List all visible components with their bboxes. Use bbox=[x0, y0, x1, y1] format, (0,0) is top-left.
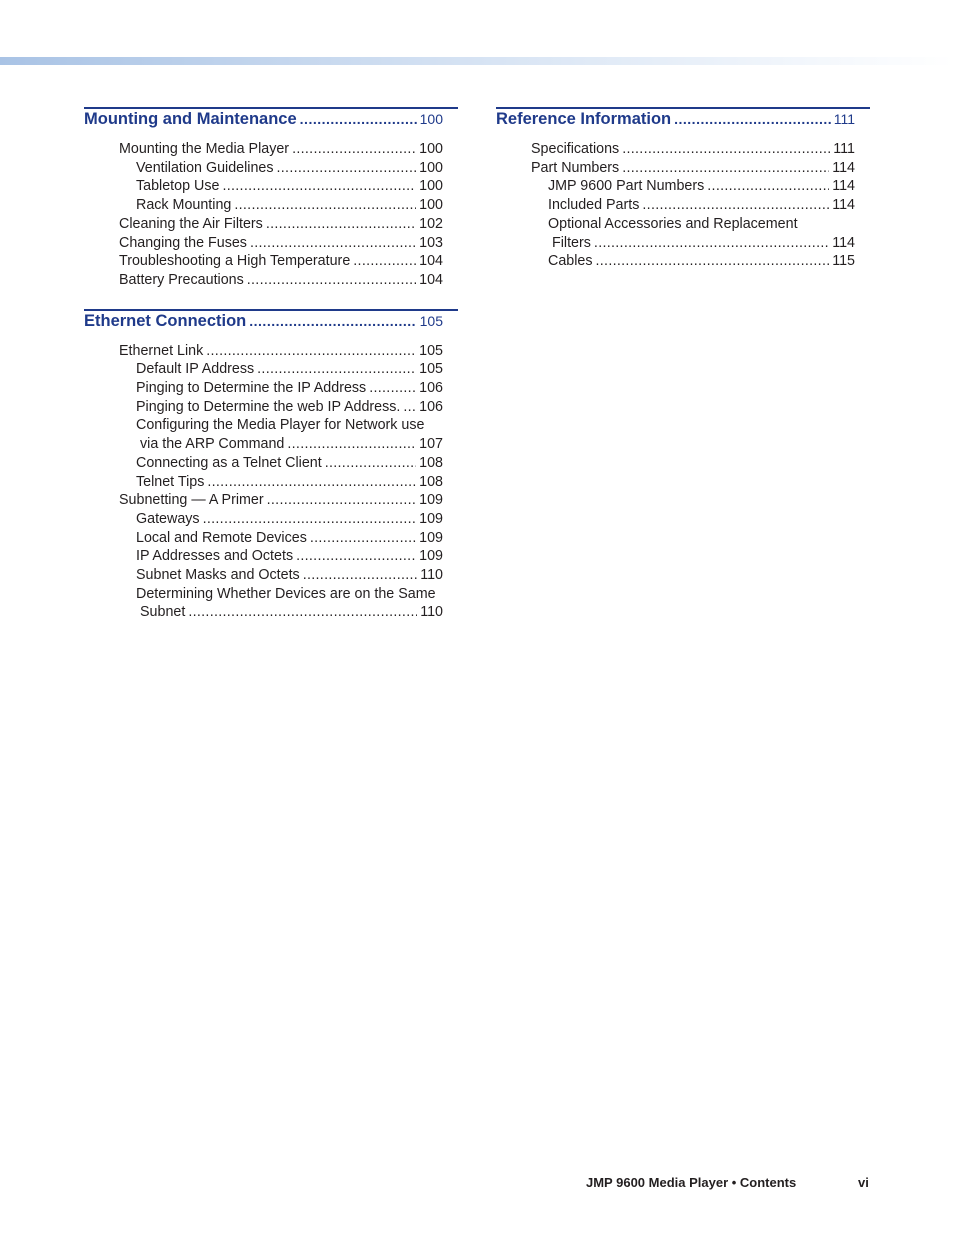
dot-leader bbox=[250, 234, 416, 253]
entry-page-number: 100 bbox=[419, 178, 443, 195]
dot-leader bbox=[353, 252, 416, 271]
toc-entry-list bbox=[84, 342, 458, 623]
dot-leader bbox=[596, 252, 830, 271]
entry-page-number: 100 bbox=[419, 159, 443, 176]
toc-entry[interactable] bbox=[84, 379, 458, 398]
entry-page-number: 109 bbox=[419, 492, 443, 509]
entry-title: Local and Remote Devices bbox=[136, 529, 307, 546]
entry-title: Filters bbox=[552, 234, 591, 251]
dot-leader bbox=[207, 473, 416, 492]
toc-entry[interactable] bbox=[84, 491, 458, 510]
entry-title: Gateways bbox=[136, 510, 200, 527]
dot-leader bbox=[594, 234, 829, 253]
toc-entry[interactable] bbox=[496, 252, 870, 271]
section-page-number: 111 bbox=[833, 111, 855, 127]
dot-leader bbox=[310, 529, 416, 548]
dot-leader bbox=[674, 111, 831, 127]
dot-leader bbox=[622, 140, 830, 159]
entry-title: Pinging to Determine the IP Address bbox=[136, 380, 367, 397]
toc-entry[interactable] bbox=[84, 529, 458, 548]
entry-page-number: 109 bbox=[419, 529, 443, 546]
dot-leader bbox=[287, 435, 416, 454]
entry-page-number: 104 bbox=[419, 253, 443, 270]
dot-leader bbox=[277, 159, 417, 178]
dot-leader bbox=[296, 547, 416, 566]
entry-page-number: 114 bbox=[832, 159, 855, 176]
toc-entry[interactable] bbox=[84, 196, 458, 215]
section-title: Mounting and Maintenance bbox=[84, 110, 297, 128]
section-heading[interactable] bbox=[496, 107, 870, 136]
entry-page-number: 114 bbox=[832, 178, 855, 195]
section-title: Reference Information bbox=[496, 110, 672, 128]
entry-page-number: 105 bbox=[419, 361, 443, 378]
entry-page-number: 111 bbox=[833, 141, 855, 157]
dot-leader bbox=[267, 491, 417, 510]
entry-title: via the ARP Command bbox=[140, 436, 285, 453]
toc-entry[interactable] bbox=[496, 159, 870, 178]
dot-leader bbox=[300, 111, 417, 127]
toc-entry[interactable] bbox=[84, 566, 458, 585]
entry-title: Tabletop Use bbox=[136, 178, 220, 195]
entry-page-number: 110 bbox=[420, 604, 443, 621]
entry-page-number: 108 bbox=[419, 473, 443, 490]
toc-entry[interactable] bbox=[84, 159, 458, 178]
entry-page-number: 115 bbox=[832, 253, 855, 270]
toc-entry[interactable] bbox=[84, 416, 458, 435]
entry-title: Changing the Fuses bbox=[119, 234, 247, 251]
entry-title: Rack Mounting bbox=[136, 197, 232, 214]
toc-entry[interactable] bbox=[84, 398, 458, 417]
entry-page-number: 110 bbox=[420, 567, 443, 584]
entry-title: Ethernet Link bbox=[119, 342, 204, 359]
dot-leader bbox=[707, 177, 829, 196]
section-title: Ethernet Connection bbox=[84, 311, 247, 330]
toc-entry[interactable] bbox=[84, 140, 458, 159]
entry-page-number: 108 bbox=[419, 454, 443, 471]
dot-leader bbox=[622, 159, 829, 178]
entry-title: Ventilation Guidelines bbox=[136, 159, 274, 176]
toc-entry[interactable] bbox=[496, 234, 870, 253]
toc-entry[interactable] bbox=[84, 252, 458, 271]
section-page-number: 100 bbox=[419, 111, 443, 127]
entry-title: Mounting the Media Player bbox=[119, 141, 290, 157]
entry-page-number: 106 bbox=[419, 398, 443, 415]
entry-page-number: 100 bbox=[419, 141, 443, 157]
entry-title: Cables bbox=[548, 253, 593, 270]
section-heading[interactable] bbox=[84, 107, 458, 136]
toc-entry[interactable] bbox=[84, 547, 458, 566]
dot-leader bbox=[292, 140, 416, 159]
toc-entry[interactable] bbox=[84, 342, 458, 361]
toc-entry[interactable] bbox=[84, 177, 458, 196]
toc-entry[interactable] bbox=[84, 360, 458, 379]
dot-leader bbox=[249, 313, 416, 329]
entry-title: Subnetting — A Primer bbox=[119, 492, 264, 509]
entry-title: Part Numbers bbox=[531, 159, 620, 176]
entry-page-number: 103 bbox=[419, 234, 443, 251]
entry-title: Cleaning the Air Filters bbox=[119, 215, 263, 232]
entry-title: Optional Accessories and Replacement bbox=[548, 215, 798, 232]
dot-leader bbox=[247, 271, 416, 290]
entry-title: JMP 9600 Part Numbers bbox=[548, 178, 705, 195]
dot-leader bbox=[266, 215, 416, 234]
toc-entry[interactable] bbox=[84, 585, 458, 604]
entry-title: Subnet Masks and Octets bbox=[136, 567, 300, 584]
toc-entry[interactable] bbox=[84, 473, 458, 492]
entry-page-number: 114 bbox=[832, 234, 855, 251]
entry-page-number: 114 bbox=[832, 197, 855, 214]
entry-page-number: 104 bbox=[419, 271, 443, 288]
toc-entry-list bbox=[84, 140, 458, 290]
toc-column-left bbox=[84, 107, 458, 622]
dot-leader bbox=[403, 398, 416, 417]
toc-entry[interactable] bbox=[84, 271, 458, 290]
entry-page-number: 109 bbox=[419, 548, 443, 565]
toc-section bbox=[84, 107, 458, 290]
entry-title: Telnet Tips bbox=[136, 473, 205, 490]
toc-column-right bbox=[496, 107, 870, 271]
dot-leader bbox=[369, 379, 416, 398]
dot-leader bbox=[257, 360, 416, 379]
dot-leader bbox=[206, 342, 416, 361]
footer-title: JMP 9600 Media Player • Contents bbox=[586, 1175, 797, 1190]
entry-title: Determining Whether Devices are on the Same bbox=[136, 585, 436, 602]
section-heading[interactable] bbox=[84, 309, 458, 338]
entry-title: Battery Precautions bbox=[119, 271, 244, 288]
toc-entry[interactable] bbox=[496, 215, 870, 234]
entry-title: Specifications bbox=[531, 141, 620, 157]
toc-entry[interactable] bbox=[84, 603, 458, 622]
toc-entry-list bbox=[496, 140, 870, 271]
toc-entry[interactable] bbox=[84, 454, 458, 473]
entry-title: Pinging to Determine the web IP Address. bbox=[136, 398, 401, 415]
entry-page-number: 102 bbox=[419, 215, 443, 232]
toc-entry[interactable] bbox=[496, 177, 870, 196]
section-page-number: 105 bbox=[419, 312, 443, 329]
toc-entry[interactable] bbox=[84, 435, 458, 454]
entry-page-number: 105 bbox=[419, 342, 443, 359]
entry-title: Configuring the Media Player for Network use bbox=[136, 417, 425, 434]
entry-title: Default IP Address bbox=[136, 361, 255, 378]
toc-entry[interactable] bbox=[496, 196, 870, 215]
toc-entry[interactable] bbox=[84, 234, 458, 253]
toc-entry[interactable] bbox=[84, 510, 458, 529]
entry-page-number: 107 bbox=[419, 436, 443, 453]
dot-leader bbox=[203, 510, 417, 529]
dot-leader bbox=[642, 196, 829, 215]
toc-section bbox=[84, 309, 458, 623]
entry-page-number: 106 bbox=[419, 380, 443, 397]
entry-page-number: 100 bbox=[419, 197, 443, 214]
entry-title: Subnet bbox=[140, 604, 186, 621]
entry-title: Included Parts bbox=[548, 197, 640, 214]
dot-leader bbox=[188, 603, 417, 622]
dot-leader bbox=[303, 566, 418, 585]
footer-page-number: vi bbox=[858, 1175, 869, 1190]
entry-page-number: 109 bbox=[419, 510, 443, 527]
entry-title: Troubleshooting a High Temperature bbox=[119, 253, 351, 270]
toc-entry[interactable] bbox=[84, 215, 458, 234]
entry-title: Connecting as a Telnet Client bbox=[136, 454, 322, 471]
toc-section bbox=[496, 107, 870, 271]
dot-leader bbox=[222, 177, 416, 196]
header-gradient-bar bbox=[0, 57, 954, 65]
dot-leader bbox=[234, 196, 416, 215]
entry-title: IP Addresses and Octets bbox=[136, 548, 294, 565]
toc-entry[interactable] bbox=[496, 140, 870, 159]
dot-leader bbox=[325, 454, 416, 473]
